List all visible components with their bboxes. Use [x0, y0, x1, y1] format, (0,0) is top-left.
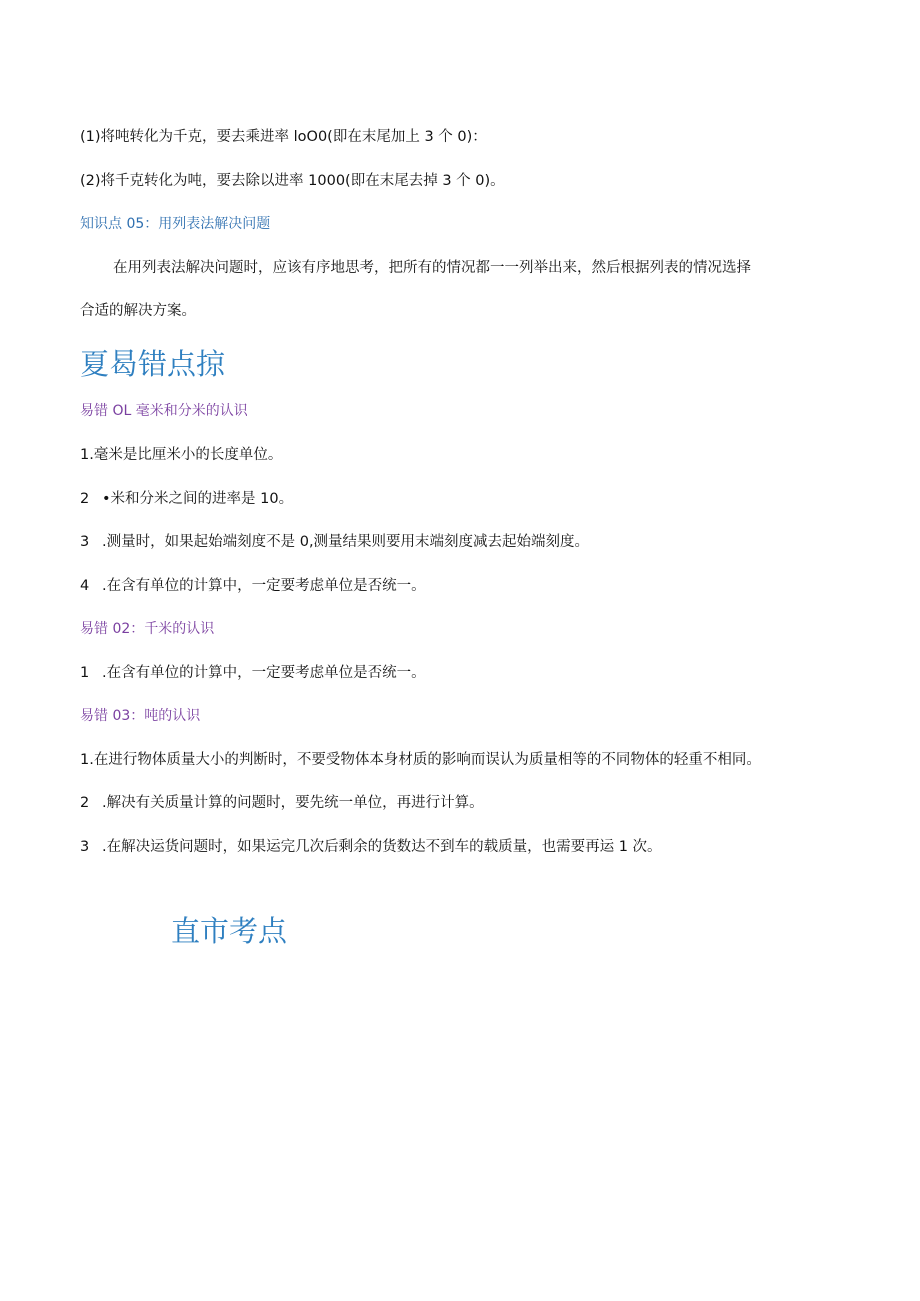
item-text: .在解决运货问题时，如果运完几次后剩余的货数达不到车的载质量，也需要再运 1 次。: [102, 839, 662, 855]
item-text: .解决有关质量计算的问题时，要先统一单位，再进行计算。: [102, 795, 484, 811]
error-02-heading: 易错 02：千米的认识: [80, 621, 215, 637]
item-number: 2: [80, 795, 90, 811]
item-number: 1: [80, 665, 90, 681]
error-03-item-1: [80, 750, 761, 770]
error-01-item-4: [80, 576, 426, 596]
error-01-item-2: [80, 489, 293, 509]
intro-line-1: (1)将吨转化为千克，要去乘进率 loO0(即在末尾加上 3 个 0)：: [80, 129, 487, 145]
error-03-item-3: [80, 837, 662, 857]
knowledge-point-paragraph-line-1: 在用列表法解决问题时，应该有序地思考，把所有的情况都一一列举出来，然后根据列表的情况选择: [113, 260, 751, 276]
section-title-errors: 夏曷错点掠: [80, 347, 226, 381]
error-02-item-1: [80, 663, 426, 683]
item-text: .在含有单位的计算中，一定要考虑单位是否统一。: [102, 578, 426, 594]
error-01-item-3: [80, 532, 589, 552]
item-text: 1.在进行物体质量大小的判断时，不要受物体本身材质的影响而误认为质量相等的不同物体的轻重不相同。: [80, 752, 761, 768]
error-03-item-2: [80, 793, 484, 813]
item-number: 3: [80, 534, 90, 550]
intro-line-2: (2)将千克转化为吨，要去除以进率 1000(即在末尾去掉 3 个 0)。: [80, 173, 505, 189]
error-01-item-1: [80, 445, 282, 465]
knowledge-point-heading: 知识点 05：用列表法解决问题: [80, 216, 271, 232]
error-03-heading: 易错 03：吨的认识: [80, 708, 201, 724]
section-title-exam: 直市考点: [171, 914, 288, 948]
item-number: 4: [80, 578, 90, 594]
error-01-heading: 易错 OL 毫米和分米的认识: [80, 403, 248, 419]
item-number: 2: [80, 491, 90, 507]
item-text: .测量时，如果起始端刻度不是 0,测量结果则要用末端刻度减去起始端刻度。: [102, 534, 590, 550]
item-text: .在含有单位的计算中，一定要考虑单位是否统一。: [102, 665, 426, 681]
knowledge-point-paragraph-line-2: 合适的解决方案。: [80, 303, 196, 319]
item-text: •米和分米之间的进率是 10。: [102, 491, 294, 507]
item-number: 3: [80, 839, 90, 855]
item-text: 1.毫米是比厘米小的长度单位。: [80, 447, 283, 463]
